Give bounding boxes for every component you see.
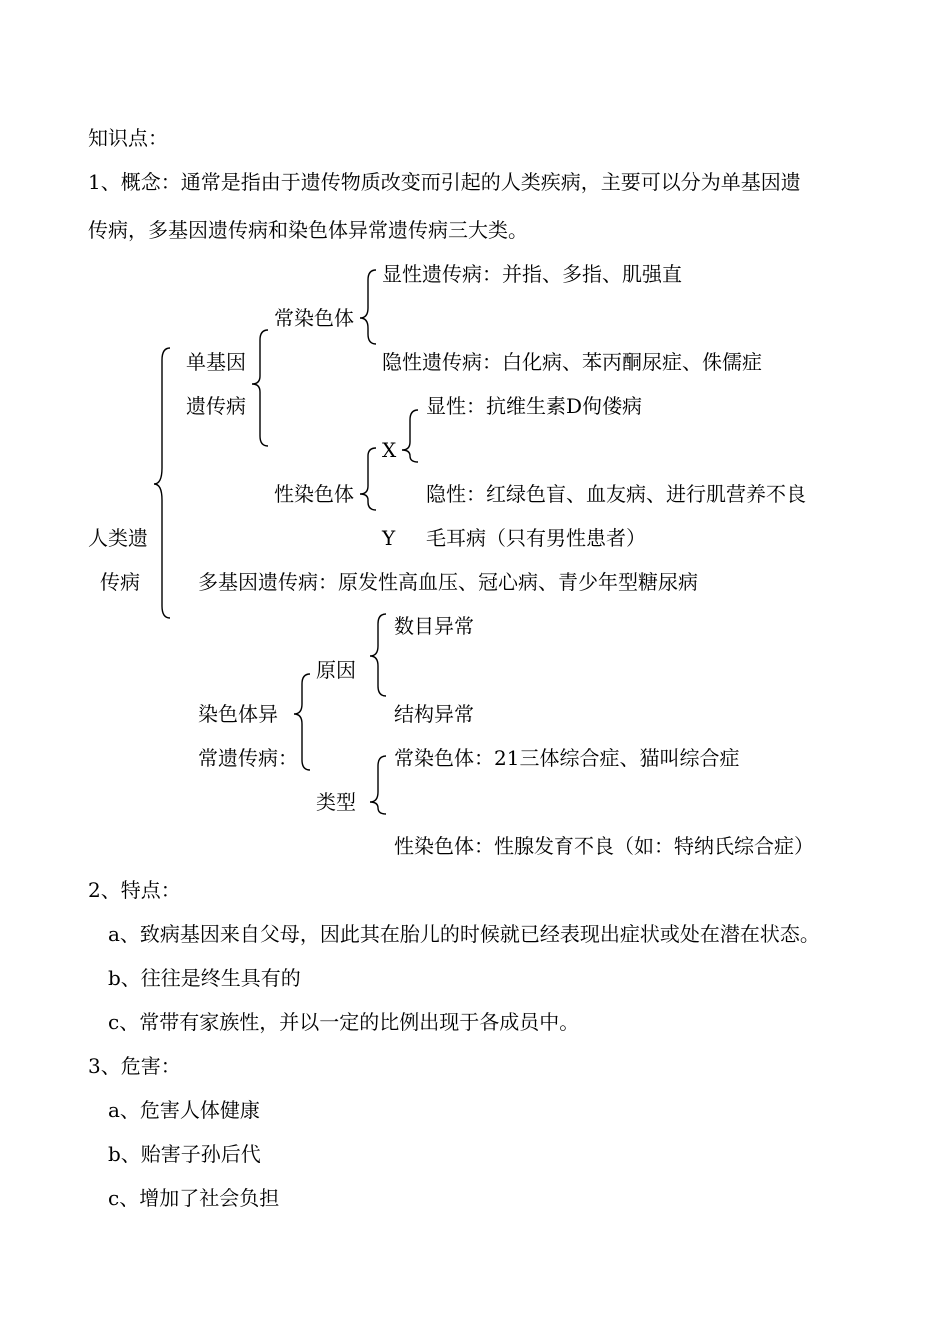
features-title: 2、特点：: [88, 878, 181, 902]
autosomal-recessive: 隐性遗传病：白化病、苯丙酮尿症、侏儒症: [382, 350, 762, 374]
x-recessive: 隐性：红绿色盲、血友病、进行肌营养不良: [426, 482, 806, 506]
sex-chromosome-brace: [360, 448, 376, 510]
type-sex: 性染色体：性腺发育不良（如：特纳氏综合症）: [394, 834, 814, 858]
concept-line-2: 传病，多基因遗传病和染色体异常遗传病三大类。: [88, 218, 528, 242]
harm-title: 3、危害：: [88, 1054, 181, 1078]
multi-gene: 多基因遗传病：原发性高血压、冠心病、青少年型糖尿病: [198, 570, 698, 594]
harm-item-c: c、增加了社会负担: [108, 1186, 280, 1210]
y-item: 毛耳病（只有男性患者）: [426, 526, 646, 550]
y-label: Y: [382, 526, 396, 550]
sex-chromosome-label: 性染色体: [274, 482, 354, 506]
single-gene-brace: [252, 330, 268, 446]
autosomal-dominant: 显性遗传病：并指、多指、肌强直: [382, 262, 682, 286]
x-label: X: [382, 438, 397, 462]
x-dominant: 显性：抗维生素D佝偻病: [426, 394, 643, 418]
type-autosomal: 常染色体：21三体综合症、猫叫综合症: [394, 746, 740, 770]
cause-brace: [370, 614, 386, 696]
harm-item-b: b、贻害子孙后代: [108, 1142, 261, 1166]
root-brace: [154, 348, 170, 618]
autosomal-label: 常染色体: [274, 306, 354, 330]
single-gene-label-1: 单基因: [186, 350, 246, 374]
type-label: 类型: [316, 790, 356, 814]
concept-line-1: 1、概念：通常是指由于遗传物质改变而引起的人类疾病，主要可以分为单基因遗: [88, 170, 801, 194]
page-heading: 知识点：: [88, 126, 168, 150]
features-item-c: c、常带有家族性，并以一定的比例出现于各成员中。: [108, 1010, 580, 1034]
cause-label: 原因: [316, 658, 356, 682]
root-label-2: 传病: [100, 570, 140, 594]
features-item-a: a、致病基因来自父母，因此其在胎儿的时候就已经表现出症状或处在潜在状态。: [108, 922, 820, 946]
chromosome-label-2: 常遗传病：: [198, 746, 298, 770]
single-gene-label-2: 遗传病: [186, 394, 246, 418]
cause-number: 数目异常: [394, 614, 474, 638]
harm-item-a: a、危害人体健康: [108, 1098, 260, 1122]
x-brace: [402, 410, 418, 462]
cause-structure: 结构异常: [394, 702, 474, 726]
chromosome-label-1: 染色体异: [198, 702, 278, 726]
type-brace: [370, 756, 386, 814]
root-label-1: 人类遗: [88, 526, 148, 550]
autosomal-brace: [360, 270, 376, 344]
features-item-b: b、往往是终生具有的: [108, 966, 301, 990]
